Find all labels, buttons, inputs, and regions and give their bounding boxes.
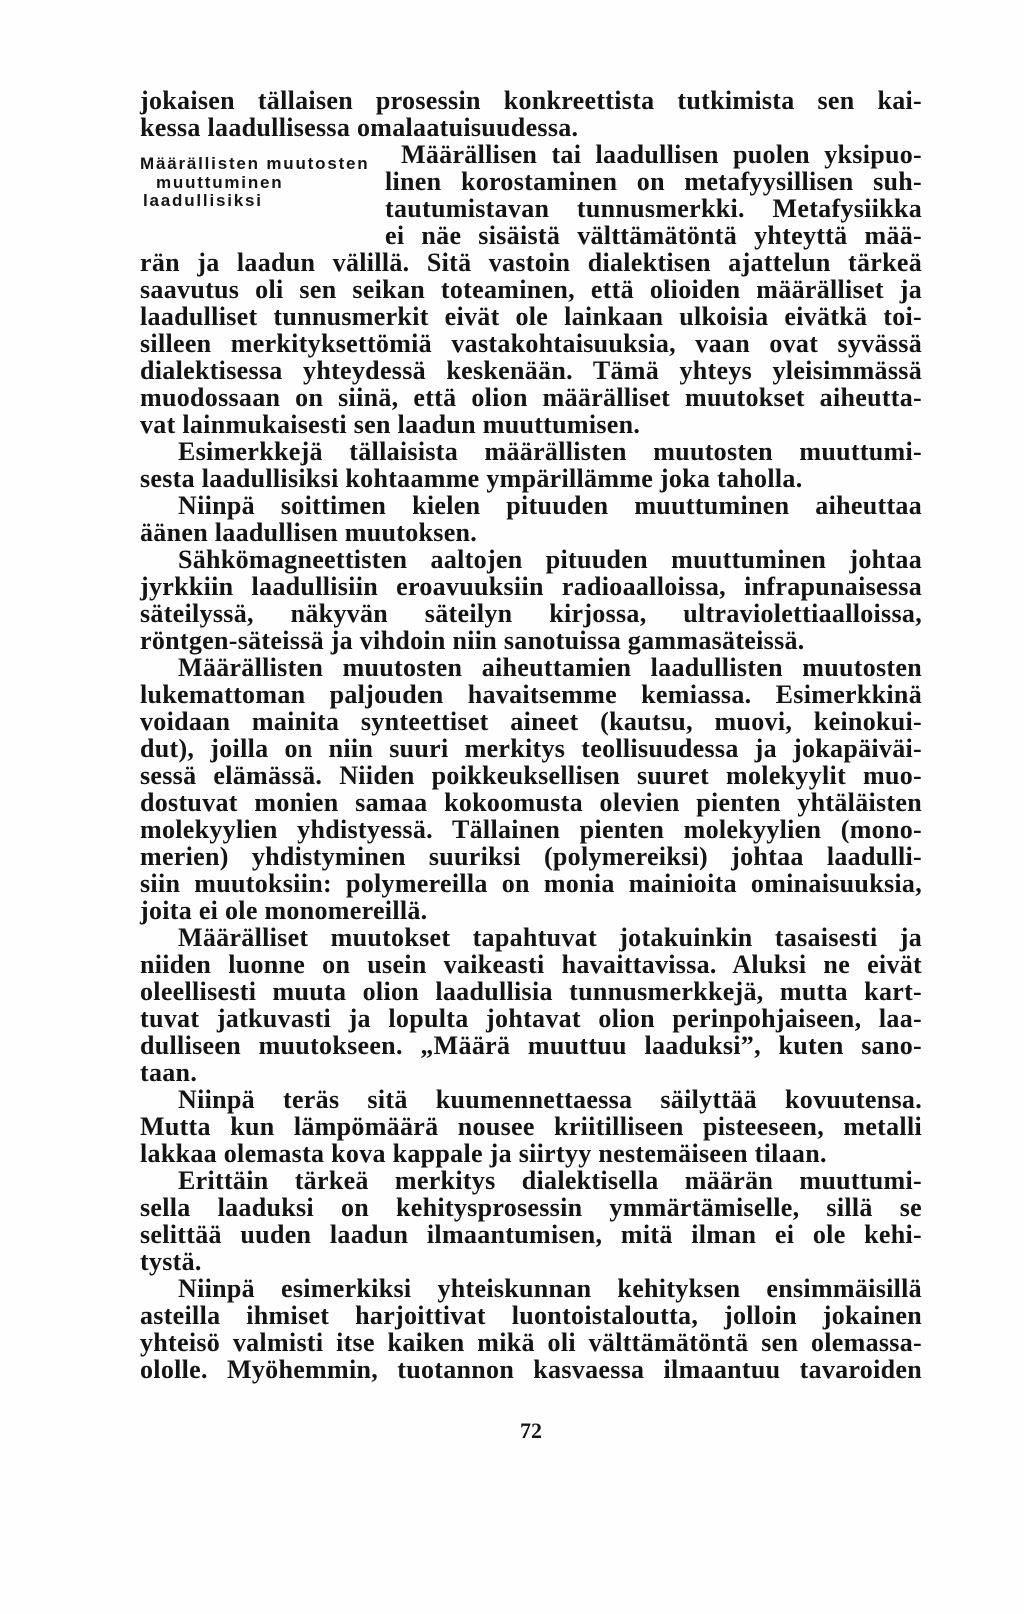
text-line: röntgen-säteissä ja vihdoin niin sanotuissa gammasäteissä.	[140, 626, 805, 655]
text-line: tuvat jatkuvasti ja lopulta johtavat olion perinpohjaiseen, laa-	[140, 1004, 922, 1033]
text-line: Niinpä esimerkiksi yhteiskunnan kehityksen ensimmäisillä	[178, 1274, 922, 1303]
text-line: tautumistavan tunnusmerkki. Metafysiikka	[385, 194, 922, 223]
text-line: Määrällisen tai laadullisen puolen yksipuo-	[401, 140, 922, 169]
text-line: molekyylien yhdistyessä. Tällainen pienten molekyylien (mono-	[140, 815, 922, 844]
paragraph	[140, 1275, 922, 1383]
paragraph	[140, 1086, 922, 1167]
text-line: linen korostaminen on metafyysillisen suh-	[385, 167, 922, 196]
text-line: Niinpä teräs sitä kuumennettaessa säilyttää kovuutensa.	[178, 1085, 922, 1114]
text-line: niiden luonne on usein vaikeasti havaittavissa. Aluksi ne eivät	[140, 950, 922, 979]
margin-note-line: laadullisiksi	[143, 191, 263, 210]
paragraph	[140, 546, 922, 654]
text-line: silleen merkityksettömiä vastakohtaisuuksia, vaan ovat syvässä	[140, 329, 922, 358]
text-line: sesta laadullisiksi kohtaamme ympärillämme joka taholla.	[140, 464, 803, 493]
text-line: kessa laadullisessa omalaatuisuudessa.	[140, 113, 579, 142]
text-line: ei näe sisäistä välttämätöntä yhteyttä mää-	[385, 221, 922, 250]
text-line: taan.	[140, 1058, 198, 1087]
text-line: rän ja laadun välillä. Sitä vastoin dialektisen ajattelun tärkeä	[140, 248, 922, 277]
text-line: Määrälliset muutokset tapahtuvat jotakuinkin tasaisesti ja	[178, 923, 922, 952]
text-line: joita ei ole monomereillä.	[140, 896, 428, 925]
text-line: dulliseen muutokseen. „Määrä muuttuu laaduksi”, kuten sano-	[140, 1031, 922, 1060]
margin-note-line: Määrällisten muutosten	[140, 154, 370, 173]
text-line: merien) yhdistyminen suuriksi (polymereiksi) johtaa laadulli-	[140, 842, 922, 871]
text-line: dialektisessa yhteydessä keskenään. Tämä yhteys yleisimmässä	[140, 356, 922, 385]
paragraph	[140, 87, 922, 141]
text-line: Mutta kun lämpömäärä nousee kriitilliseen pisteeseen, metalli	[140, 1112, 922, 1141]
text-line: oleellisesti muuta olion laadullisia tunnusmerkkejä, mutta kart-	[140, 977, 922, 1006]
text-line: lukemattoman paljouden havaitsemme kemiassa. Esimerkkinä	[140, 680, 922, 709]
text-line: dostuvat monien samaa kokoomusta olevien pienten yhtäläisten	[140, 788, 922, 817]
text-line: saavutus oli sen seikan toteaminen, että olioiden määrälliset ja	[140, 275, 922, 304]
text-line: selittää uuden laadun ilmaantumisen, mitä ilman ei ole kehi-	[140, 1220, 922, 1249]
paragraph	[140, 492, 922, 546]
paragraph	[140, 141, 922, 438]
text-line: siin muutoksiin: polymereilla on monia mainioita ominaisuuksia,	[140, 869, 922, 898]
text-line: säteilyssä, näkyvän säteilyn kirjossa, ultraviolettiaalloissa,	[140, 599, 922, 628]
text-line: Niinpä soittimen kielen pituuden muuttuminen aiheuttaa	[178, 491, 922, 520]
text-line: muodossaan on siinä, että olion määrälliset muutokset aiheutta-	[140, 383, 922, 412]
text-line: vat lainmukaisesti sen laadun muuttumisen.	[140, 410, 641, 439]
text-line: äänen laadullisen muutoksen.	[140, 518, 478, 547]
paragraph	[140, 924, 922, 1086]
text-line: Esimerkkejä tällaisista määrällisten muutosten muuttumi-	[178, 437, 922, 466]
text-line: lakkaa olemasta kova kappale ja siirtyy nestemäiseen tilaan.	[140, 1139, 827, 1168]
paragraph	[140, 438, 922, 492]
text-line: jyrkkiin laadullisiin eroavuuksiin radioaalloissa, infrapunaisessa	[140, 572, 922, 601]
text-line: yhteisö valmisti itse kaiken mikä oli välttämätöntä sen olemassa-	[140, 1328, 922, 1357]
text-line: jokaisen tällaisen prosessin konkreettista tutkimista sen kai-	[140, 86, 922, 115]
text-line: sessä elämässä. Niiden poikkeuksellisen suuret molekyylit muo-	[140, 761, 922, 790]
text-line: tystä.	[140, 1247, 202, 1276]
margin-note-line: muuttuminen	[156, 172, 284, 192]
text-line: Määrällisten muutosten aiheuttamien laadullisten muutosten	[178, 653, 922, 682]
text-line: voidaan mainita synteettiset aineet (kautsu, muovi, keinokui-	[140, 707, 922, 736]
paragraph	[140, 654, 922, 924]
page-number: 72	[520, 1418, 542, 1443]
text-line: Sähkömagneettisten aaltojen pituuden muuttuminen johtaa	[178, 545, 922, 574]
text-line: asteilla ihmiset harjoittivat luontoistaloutta, jolloin jokainen	[140, 1301, 922, 1330]
text-line: laadulliset tunnusmerkit eivät ole lainkaan ulkoisia eivätkä toi-	[140, 302, 922, 331]
text-line: dut), joilla on niin suuri merkitys teollisuudessa ja jokapäiväi-	[140, 734, 922, 763]
text-line: sella laaduksi on kehitysprosessin ymmärtämiselle, sillä se	[140, 1193, 922, 1222]
paragraph	[140, 1167, 922, 1275]
text-line: ololle. Myöhemmin, tuotannon kasvaessa ilmaantuu tavaroiden	[140, 1355, 922, 1384]
text-line: Erittäin tärkeä merkitys dialektisella määrän muuttumi-	[178, 1166, 922, 1195]
body-text	[140, 87, 922, 1383]
